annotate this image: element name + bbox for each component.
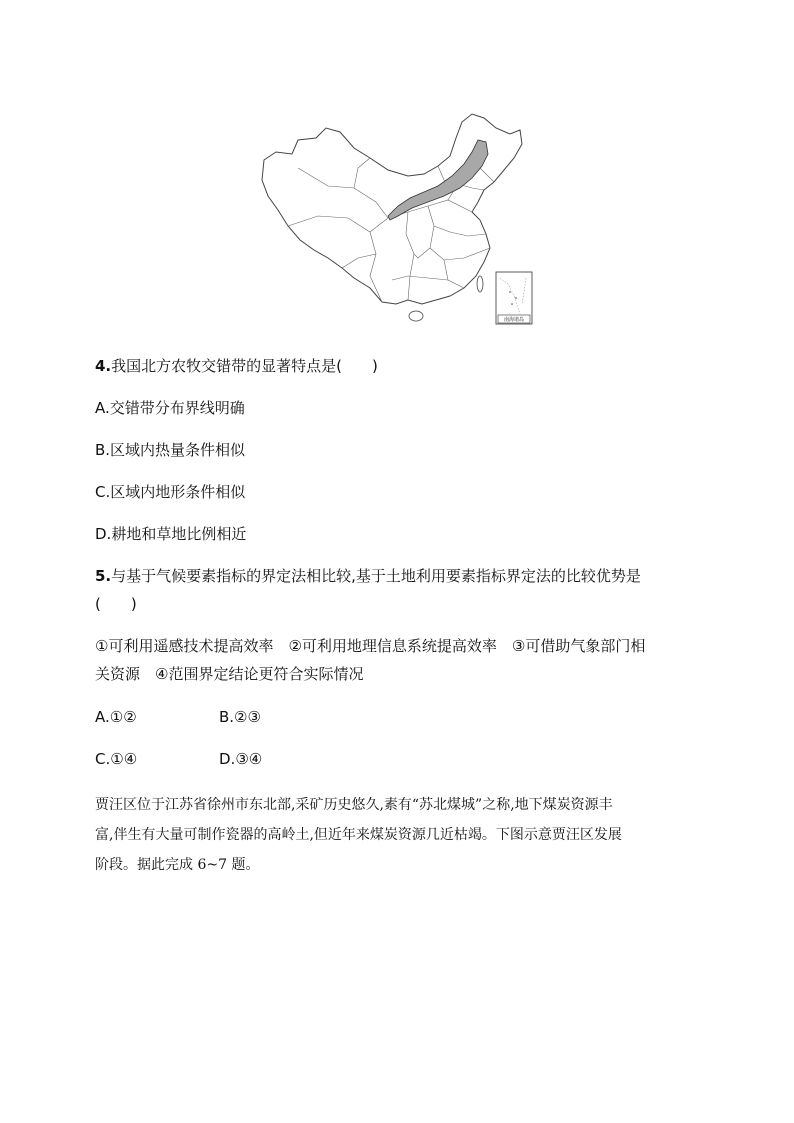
china-map <box>258 108 538 328</box>
question-5-option-c[interactable]: C.①④ <box>95 750 138 768</box>
question-4-option-d[interactable]: D.耕地和草地比例相近 <box>95 525 247 543</box>
question-4-text: 我国北方农牧交错带的显著特点是( ) <box>111 357 378 375</box>
passage-line-1: 贾汪区位于江苏省徐州市东北部,采矿历史悠久,素有“苏北煤城”之称,地下煤炭资源丰 <box>95 797 613 813</box>
question-4-number: 4. <box>95 357 112 375</box>
question-5-option-b[interactable]: B.②③ <box>219 708 261 726</box>
question-4-option-c[interactable]: C.区域内地形条件相似 <box>95 483 246 501</box>
question-4-stem <box>95 355 378 377</box>
question-5-stem-line2: ( ) <box>95 595 137 613</box>
question-5-stem-line1 <box>95 565 641 587</box>
inset-label: 南海诸岛 <box>503 317 525 323</box>
taiwan-island <box>477 276 483 292</box>
passage-line-3: 阶段。据此完成 6~7 题。 <box>95 857 260 873</box>
question-5-text: 与基于气候要素指标的界定法相比较,基于土地利用要素指标界定法的比较优势是 <box>111 567 641 585</box>
south-china-sea-inset <box>496 272 532 324</box>
question-5-statements-line1: ①可利用遥感技术提高效率 ②可利用地理信息系统提高效率 ③可借助气象部门相 <box>95 637 646 655</box>
question-4-option-a[interactable]: A.交错带分布界线明确 <box>95 399 245 417</box>
passage-line-2: 富,伴生有大量可制作瓷器的高岭土,但近年来煤炭资源几近枯竭。下图示意贾汪区发展 <box>95 827 622 843</box>
hainan-island <box>409 311 423 321</box>
reading-passage <box>95 790 705 880</box>
question-5-number: 5. <box>95 567 112 585</box>
china-map-figure <box>258 108 538 328</box>
question-5-option-a[interactable]: A.①② <box>95 708 137 726</box>
question-5-option-d[interactable]: D.③④ <box>219 750 263 768</box>
question-5-statements-line2: 关资源 ④范围界定结论更符合实际情况 <box>95 665 364 683</box>
question-4-option-b[interactable]: B.区域内热量条件相似 <box>95 441 246 459</box>
